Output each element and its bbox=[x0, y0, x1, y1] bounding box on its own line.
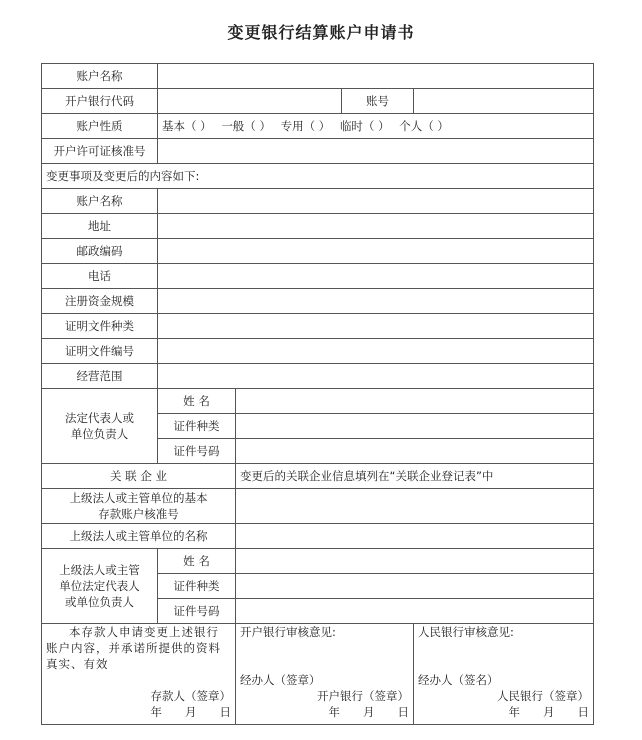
bank-date: 年 月 日 bbox=[328, 705, 409, 719]
field-registered-capital[interactable] bbox=[158, 289, 594, 314]
field-cert-type[interactable] bbox=[158, 314, 594, 339]
field-account-no[interactable] bbox=[414, 89, 594, 114]
label-bank-code: 开户银行代码 bbox=[42, 89, 158, 114]
row-registered-capital bbox=[42, 289, 594, 314]
row-phone bbox=[42, 264, 594, 289]
field-legal-rep-id-type[interactable] bbox=[236, 414, 594, 439]
row-parent-rep-name bbox=[42, 549, 594, 574]
page-title: 变更银行结算账户申请书 bbox=[227, 23, 415, 42]
label-parent-rep-name: 姓 名 bbox=[158, 549, 236, 574]
label-legal-rep-id-type: 证件种类 bbox=[158, 414, 236, 439]
field-business-scope[interactable] bbox=[158, 364, 594, 389]
label-legal-rep-name: 姓 名 bbox=[158, 389, 236, 414]
row-related bbox=[42, 464, 594, 489]
row-parent-license bbox=[42, 489, 594, 524]
label-legal-rep: 法定代表人或单位负责人 bbox=[42, 389, 158, 464]
row-signatures bbox=[42, 624, 594, 725]
row-postal-code bbox=[42, 239, 594, 264]
field-legal-rep-id-no[interactable] bbox=[236, 439, 594, 464]
row-cert-no bbox=[42, 339, 594, 364]
change-intro: 变更事项及变更后的内容如下: bbox=[42, 164, 594, 189]
label-parent-rep-id-type: 证件种类 bbox=[158, 574, 236, 599]
field-license-no[interactable] bbox=[158, 139, 594, 164]
field-parent-rep-name[interactable] bbox=[236, 549, 594, 574]
row-new-account-name bbox=[42, 189, 594, 214]
field-new-account-name[interactable] bbox=[158, 189, 594, 214]
field-parent-rep-id-type[interactable] bbox=[236, 574, 594, 599]
bank-sign-label: 开户银行（签章） bbox=[317, 689, 409, 703]
label-license-no: 开户许可证核准号 bbox=[42, 139, 158, 164]
field-parent-rep-id-no[interactable] bbox=[236, 599, 594, 624]
label-business-scope: 经营范围 bbox=[42, 364, 158, 389]
row-license-no bbox=[42, 139, 594, 164]
option-general[interactable]: 一般（ ） bbox=[221, 119, 271, 133]
label-registered-capital: 注册资金规模 bbox=[42, 289, 158, 314]
label-phone: 电话 bbox=[42, 264, 158, 289]
row-bank-code bbox=[42, 89, 594, 114]
option-basic[interactable]: 基本（ ） bbox=[162, 119, 212, 133]
depositor-date: 年 月 日 bbox=[150, 705, 231, 719]
row-change-intro bbox=[42, 164, 594, 189]
label-account-name: 账户名称 bbox=[42, 64, 158, 89]
label-cert-no: 证明文件编号 bbox=[42, 339, 158, 364]
bank-opinion-label: 开户银行审核意见: bbox=[240, 625, 336, 639]
row-parent-name bbox=[42, 524, 594, 549]
application-form bbox=[41, 63, 594, 725]
option-temporary[interactable]: 临时（ ） bbox=[339, 119, 390, 133]
option-special[interactable]: 专用（ ） bbox=[280, 119, 331, 133]
label-related: 关 联 企 业 bbox=[42, 464, 236, 489]
depositor-signature-cell[interactable] bbox=[42, 624, 236, 725]
label-new-account-name: 账户名称 bbox=[42, 189, 158, 214]
pboc-sign-label: 人民银行（签章） bbox=[497, 689, 589, 703]
field-parent-name[interactable] bbox=[236, 524, 594, 549]
label-account-nature: 账户性质 bbox=[42, 114, 158, 139]
row-business-scope bbox=[42, 364, 594, 389]
row-account-name bbox=[42, 64, 594, 89]
field-postal-code[interactable] bbox=[158, 239, 594, 264]
pboc-handler-label: 经办人（签名） bbox=[418, 673, 499, 687]
field-legal-rep-name[interactable] bbox=[236, 389, 594, 414]
field-bank-code[interactable] bbox=[158, 89, 342, 114]
pboc-date: 年 月 日 bbox=[508, 705, 589, 719]
label-parent-rep-id-no: 证件号码 bbox=[158, 599, 236, 624]
field-cert-no[interactable] bbox=[158, 339, 594, 364]
field-parent-license[interactable] bbox=[236, 489, 594, 524]
label-account-no: 账号 bbox=[342, 89, 414, 114]
bank-opinion-cell[interactable] bbox=[236, 624, 414, 725]
field-account-nature[interactable] bbox=[158, 114, 594, 139]
row-address bbox=[42, 214, 594, 239]
pboc-opinion-cell[interactable] bbox=[414, 624, 594, 725]
label-parent-name: 上级法人或主管单位的名称 bbox=[42, 524, 236, 549]
label-postal-code: 邮政编码 bbox=[42, 239, 158, 264]
label-legal-rep-id-no: 证件号码 bbox=[158, 439, 236, 464]
field-phone[interactable] bbox=[158, 264, 594, 289]
option-personal[interactable]: 个人（ ） bbox=[399, 119, 449, 133]
pboc-opinion-label: 人民银行审核意见: bbox=[418, 625, 514, 639]
row-account-nature bbox=[42, 114, 594, 139]
label-cert-type: 证明文件种类 bbox=[42, 314, 158, 339]
field-address[interactable] bbox=[158, 214, 594, 239]
label-parent-license: 上级法人或主管单位的基本存款账户核准号 bbox=[42, 489, 236, 524]
row-cert-type bbox=[42, 314, 594, 339]
label-address: 地址 bbox=[42, 214, 158, 239]
row-legal-rep-name bbox=[42, 389, 594, 414]
bank-handler-label: 经办人（签章） bbox=[240, 673, 321, 687]
related-note: 变更后的关联企业信息填列在“关联企业登记表”中 bbox=[236, 464, 594, 489]
field-account-name[interactable] bbox=[158, 64, 594, 89]
depositor-sign-label: 存款人（签章） bbox=[150, 689, 231, 703]
label-parent-rep: 上级法人或主管单位法定代表人或单位负责人 bbox=[42, 549, 158, 624]
depositor-statement: 本存款人申请变更上述银行账户内容，并承诺所提供的资料真实、有效 bbox=[46, 625, 221, 671]
